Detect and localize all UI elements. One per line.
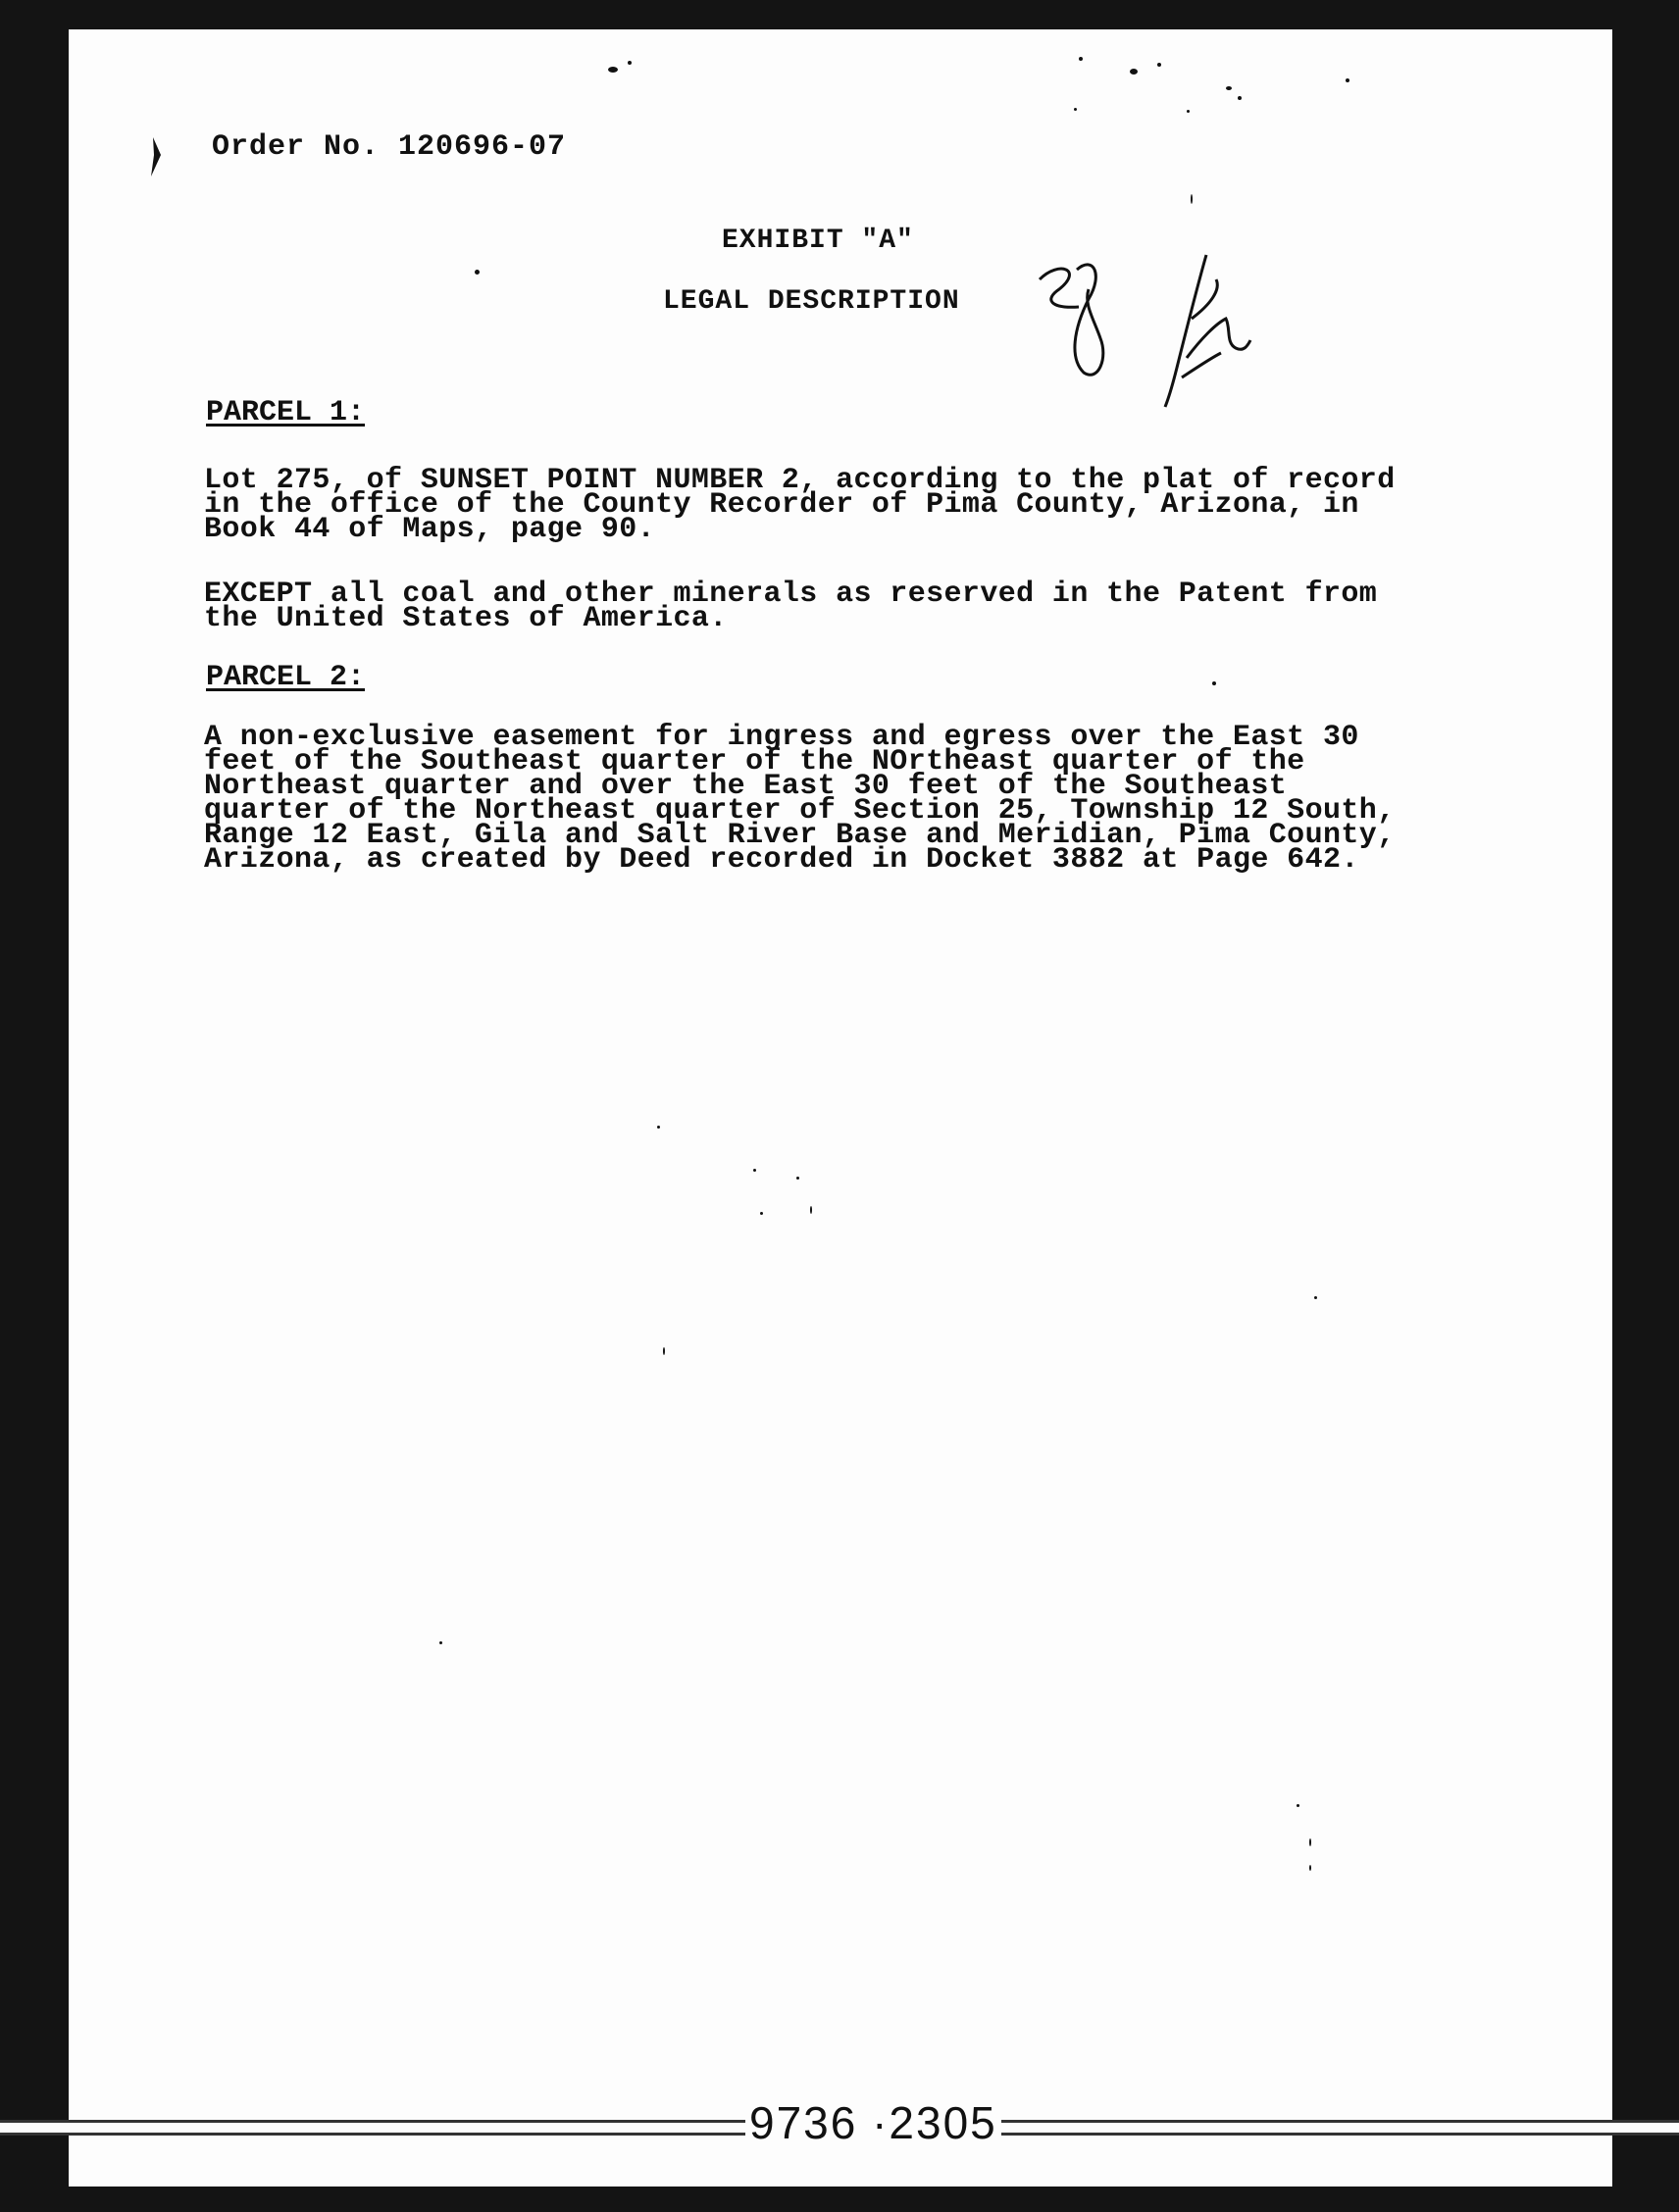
parcel-2-heading: PARCEL 2: bbox=[206, 661, 366, 694]
parcel-1-paragraph-2: EXCEPT all coal and other minerals as reserved in the Patent from the United States of America. bbox=[204, 578, 1378, 635]
parcel-2-paragraph-1: A non-exclusive easement for ingress and egress over the East 30 feet of the Southeast quarter of the NOrtheast quarter of the Northeast quarter and over the East 30 feet of the Southeast quarter of the Northeast quarter of Section 25, Township 12 South, Range 12 East, Gila and Salt River Base and Meridian, Pima County, Arizona, as created by Deed recorded in Docket 3882 at Page 642. bbox=[204, 721, 1396, 877]
parcel-1-paragraph-1: Lot 275, of SUNSET POINT NUMBER 2, according to the plat of record in the office of the County Recorder of Pima County, Arizona, in Book 44 of Maps, page 90. bbox=[204, 464, 1396, 546]
footer-document-number: 9736 ·2305 bbox=[745, 2096, 1001, 2149]
legal-description-title: LEGAL DESCRIPTION bbox=[663, 286, 960, 317]
handwritten-initials-signature bbox=[1030, 250, 1304, 417]
order-number: Order No. 120696-07 bbox=[212, 130, 567, 164]
document-page bbox=[69, 29, 1612, 2187]
parcel-1-heading: PARCEL 1: bbox=[206, 396, 366, 429]
pointer-mark-icon bbox=[145, 135, 165, 178]
exhibit-title: EXHIBIT "A" bbox=[722, 226, 914, 256]
